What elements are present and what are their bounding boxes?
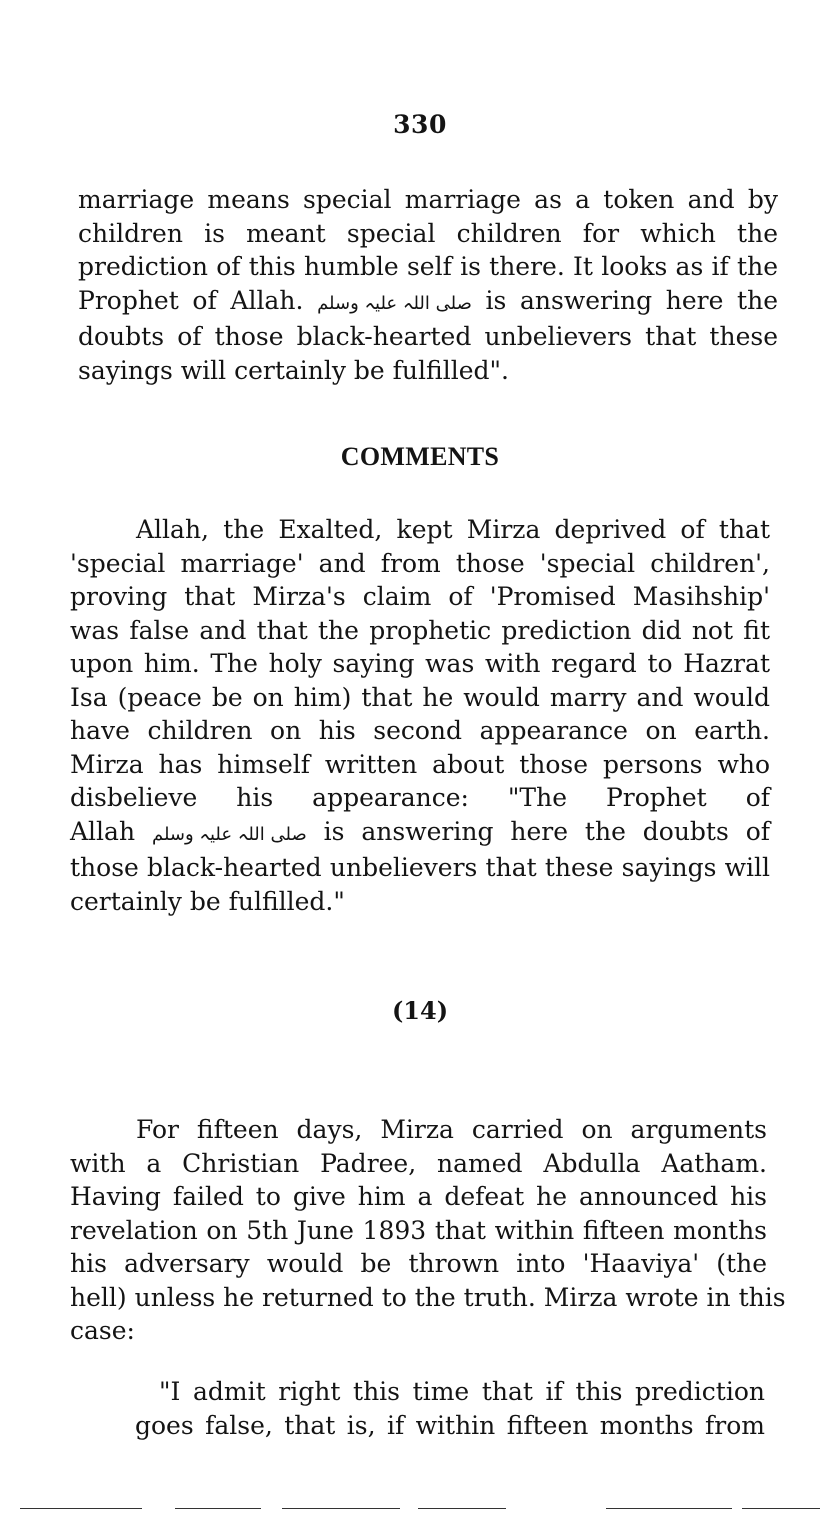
text-line: case: bbox=[70, 1316, 135, 1345]
block-quote bbox=[135, 1375, 765, 1442]
text-line: revelation on 5th June 1893 that within fifteen months bbox=[70, 1215, 767, 1245]
text-line: hell) unless he returned to the truth. Mirza wrote in this bbox=[70, 1282, 786, 1312]
text-line: Allah, the Exalted, kept Mirza deprived of that bbox=[136, 515, 770, 544]
text-line: those black-hearted unbelievers that these sayings will bbox=[70, 853, 770, 882]
text-line: have children on his second appearance on earth. bbox=[70, 716, 770, 745]
text-line: sayings will certainly be fulfilled". bbox=[78, 355, 509, 385]
text-line-with-arabic bbox=[78, 284, 778, 321]
text-line: Having failed to give him a defeat he announced his bbox=[70, 1182, 767, 1211]
paragraph-2 bbox=[70, 513, 770, 918]
arabic-salutation: صلی اللہ علیہ وسلم bbox=[151, 823, 307, 845]
text-line: with a Christian Padree, named Abdulla Aatham. bbox=[70, 1148, 767, 1178]
paragraph-1 bbox=[78, 183, 778, 387]
text-line: upon him. The holy saying was with regard to Hazrat bbox=[70, 649, 770, 678]
page-number: 330 bbox=[393, 110, 447, 139]
text-line: children is meant special children for which the bbox=[78, 218, 778, 248]
footer-rule bbox=[742, 1508, 820, 1509]
text-line: proving that Mirza's claim of 'Promised Masihship' bbox=[70, 582, 770, 611]
text-line: goes false, that is, if within fifteen months from bbox=[135, 1410, 765, 1440]
text-line: doubts of those black-hearted unbelievers that these bbox=[78, 322, 778, 351]
text-line: marriage means special marriage as a token and by bbox=[78, 185, 778, 214]
footer-rule bbox=[606, 1508, 732, 1509]
text-line: was false and that the prophetic prediction did not fit bbox=[70, 615, 770, 645]
footer-rule bbox=[175, 1508, 261, 1509]
section-heading: COMMENTS bbox=[340, 442, 500, 471]
footer-rule bbox=[282, 1508, 400, 1509]
arabic-salutation: صلی اللہ علیہ وسلم bbox=[317, 292, 472, 314]
text-line: For fifteen days, Mirza carried on arguments bbox=[136, 1115, 767, 1144]
text-line: prediction of this humble self is there. It looks as if the bbox=[78, 252, 778, 281]
footer-rule bbox=[418, 1508, 506, 1509]
paragraph-3 bbox=[70, 1113, 786, 1348]
text-line: disbelieve his appearance: "The Prophet of bbox=[70, 783, 770, 812]
footer-rule bbox=[20, 1508, 142, 1509]
text-line: "I admit right this time that if this prediction bbox=[159, 1377, 765, 1406]
text-line: 'special marriage' and from those 'special children', bbox=[70, 548, 770, 578]
text-line: Mirza has himself written about those persons who bbox=[70, 749, 770, 779]
text-line: certainly be fulfilled." bbox=[70, 886, 345, 916]
text-line-with-arabic bbox=[70, 815, 770, 852]
line-text-post: is answering here the bbox=[485, 285, 778, 315]
line-text-pre: Prophet of Allah. bbox=[78, 285, 304, 315]
line-text-post: is answering here the doubts of bbox=[323, 816, 770, 846]
line-text-pre: Allah bbox=[70, 816, 136, 846]
section-number: (14) bbox=[391, 996, 449, 1025]
text-line: his adversary would be thrown into 'Haaviya' (the bbox=[70, 1249, 767, 1278]
text-line: Isa (peace be on him) that he would marry and would bbox=[70, 682, 770, 712]
